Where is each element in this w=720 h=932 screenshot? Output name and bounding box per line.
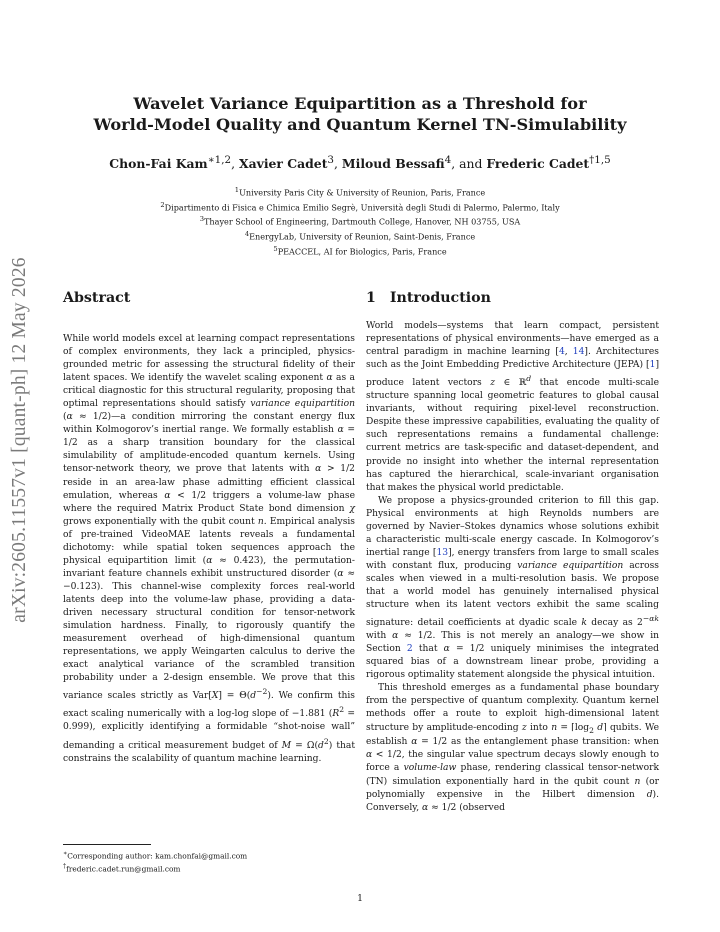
affiliation: $^4$EnergyLab, University of Reunion, Saint-Denis, France xyxy=(244,230,476,242)
title-line-1: Wavelet Variance Equipartition as a Threshold for xyxy=(133,94,587,113)
author-name: Xavier Cadet xyxy=(238,156,328,172)
author-sup: 4 xyxy=(444,154,452,166)
author-name: Miloud Bessafi xyxy=(341,156,445,172)
affiliation: $^5$PEACCEL, AI for Biologics, Paris, France xyxy=(273,244,447,257)
affiliation: $^3$Thayer School of Engineering, Dartmouth College, Hanover, NH 03755, USA xyxy=(199,215,521,228)
author-name: Chon-Fai Kam xyxy=(109,156,208,172)
footnotes xyxy=(63,849,247,875)
intro-paragraph: We propose a physics-grounded criterion to fill this gap. Physical environments at high Reynolds numbers are governed by Navier–Stokes dynamics whose solutions exhibit a characteristic multi-scale energy cascade. In Kolmogorov’s inertial range [13], energy transfers from large to small scales with constant flux, producing variance equipartition across scales when viewed in a multi-resolution basis. We propose that a world model has genuinely internalised physical structure when its latent vectors exhibit the same scaling signature: detail coefficients at dyadic scale k decay as $2^{-\alpha k}$ with α ≈ 1/2. This is not merely an analogy—we show in Section 2 that α = 1/2 uniquely minimises the integrated squared bias of a downstream linear probe, providing a rigorous optimality statement alongside the physical intuition. xyxy=(366,495,659,681)
intro-paragraph: World models—systems that learn compact, persistent representations of physical environments—have emerged as a central paradigm in machine learning [4, 14]. Architectures such as the Joint Embedding Predictive Architecture (JEPA) [1] produce latent vectors z ∈ ℝ$^d$ that encode multi-scale structure spanning local geometric features to global causal invariants, without requiring pixel-level reconstruction. Despite these impressive capabilities, evaluating the quality of such representations remains a fundamental challenge: current metrics are task-specific and dataset-dependent, and provide no insight into whether the internal representation has captured the hierarchical, scale-invariant organisation that makes the physical world predictable. xyxy=(366,321,660,493)
author-name: Frederic Cadet xyxy=(486,156,590,172)
footnote: ∗Corresponding author: kam.chonfai@gmail.com xyxy=(63,850,248,861)
title-line-2: World-Model Quality and Quantum Kernel TN-Simulability xyxy=(93,115,627,134)
author-sup: ∗1,2 xyxy=(207,154,232,166)
page-number: 1 xyxy=(357,893,363,904)
paper-title xyxy=(60,93,660,135)
abstract-body xyxy=(63,333,355,766)
section-number: 1 xyxy=(366,290,376,306)
intro-paragraph: This threshold emerges as a fundamental phase boundary from the perspective of quantum complexity. Quantum kernel methods offer a route to exploit high-dimensional latent structure by amplitude-encoding z into $n = ⌈\log_2$ d⌉ qubits. We establish α = 1/2 as the entanglement phase transition: when α < 1/2, the singular value spectrum decays slowly enough to force a volume-law phase, rendering classical tensor-network (TN) simulation exponentially hard in the qubit count n (or polynomially expensive in the Hilbert dimension d). Conversely, α ≈ 1/2 (observed xyxy=(366,683,660,813)
author-sup: 3 xyxy=(327,154,334,166)
affiliation: $^1$University Paris City & University of Reunion, Paris, France xyxy=(234,186,486,198)
author-list: Chon-Fai Kam$^{∗1,2}$, Xavier Cadet$^3$, Miloud Bessafi$^4$, and Frederic Cadet$^{\dagger 1,5}$ xyxy=(109,154,611,172)
abstract-heading: Abstract xyxy=(63,290,131,306)
affiliations xyxy=(60,184,660,257)
author-sup: †1,5 xyxy=(589,154,611,166)
intro-body xyxy=(366,320,659,815)
footnote-rule xyxy=(63,844,151,845)
arxiv-stamp xyxy=(2,240,38,640)
footnote: †frederic.cadet.run@gmail.com xyxy=(63,862,181,874)
abstract-paragraph: While world models excel at learning compact representations of complex environments, they lack a principled, physics-grounded metric for assessing the structural fidelity of their latent spaces. We identify the wavelet scaling exponent α as a critical diagnostic for this structural regularity, proposing that optimal representations should satisfy variance equipartition (α ≈ 1/2)—a condition mirroring the constant energy flux within Kolmogorov’s inertial range. We formally establish α = 1/2 as a sharp transition boundary for the classical simulability of amplitude-encoded quantum kernels. Using tensor-network theory, we prove that latents with α > 1/2 reside in an area-law phase admitting efficient classical emulation, whereas α < 1/2 triggers a volume-law phase where the required Matrix Product State bond dimension χ grows exponentially with the qubit count n. Empirical analysis of pre-trained VideoMAE latents reveals a fundamental dichotomy: while spatial token sequences approach the physical equipartition limit (α ≈ 0.423), the permutation-invariant feature channels exhibit unstructured disorder (α ≈ −0.123). This channel-wise complexity forces real-world latents deep into the volume-law phase, providing a data-driven necessary structural condition for tensor-network simulation hardness. Finally, to rigorously quantify the measurement overhead of high-dimensional quantum representations, we apply Weingarten calculus to derive the exact analytical variance of the scrambled transition probability under a 2-design ensemble. We prove that this variance scales strictly as $Var[X] = \Theta(d^{-2})$. We confirm this exact scaling numerically with a log-log slope of −1.881 $(R^2 = 0.999)$, explicitly identifying a formidable “shot-noise wall” demanding a critical measurement budget of $M = \Omega(d^2)$ that constrains the scalability of quantum machine learning. xyxy=(63,334,356,764)
intro-heading xyxy=(366,290,491,306)
section-title: Introduction xyxy=(389,290,491,306)
arxiv-identifier: arXiv:2605.11557v1 [quant-ph] 12 May 2026 xyxy=(9,257,30,623)
affiliation: $^2$Dipartimento di Fisica e Chimica Emilio Segrè, Università degli Studi di Palermo, Palermo, Italy xyxy=(160,200,560,213)
